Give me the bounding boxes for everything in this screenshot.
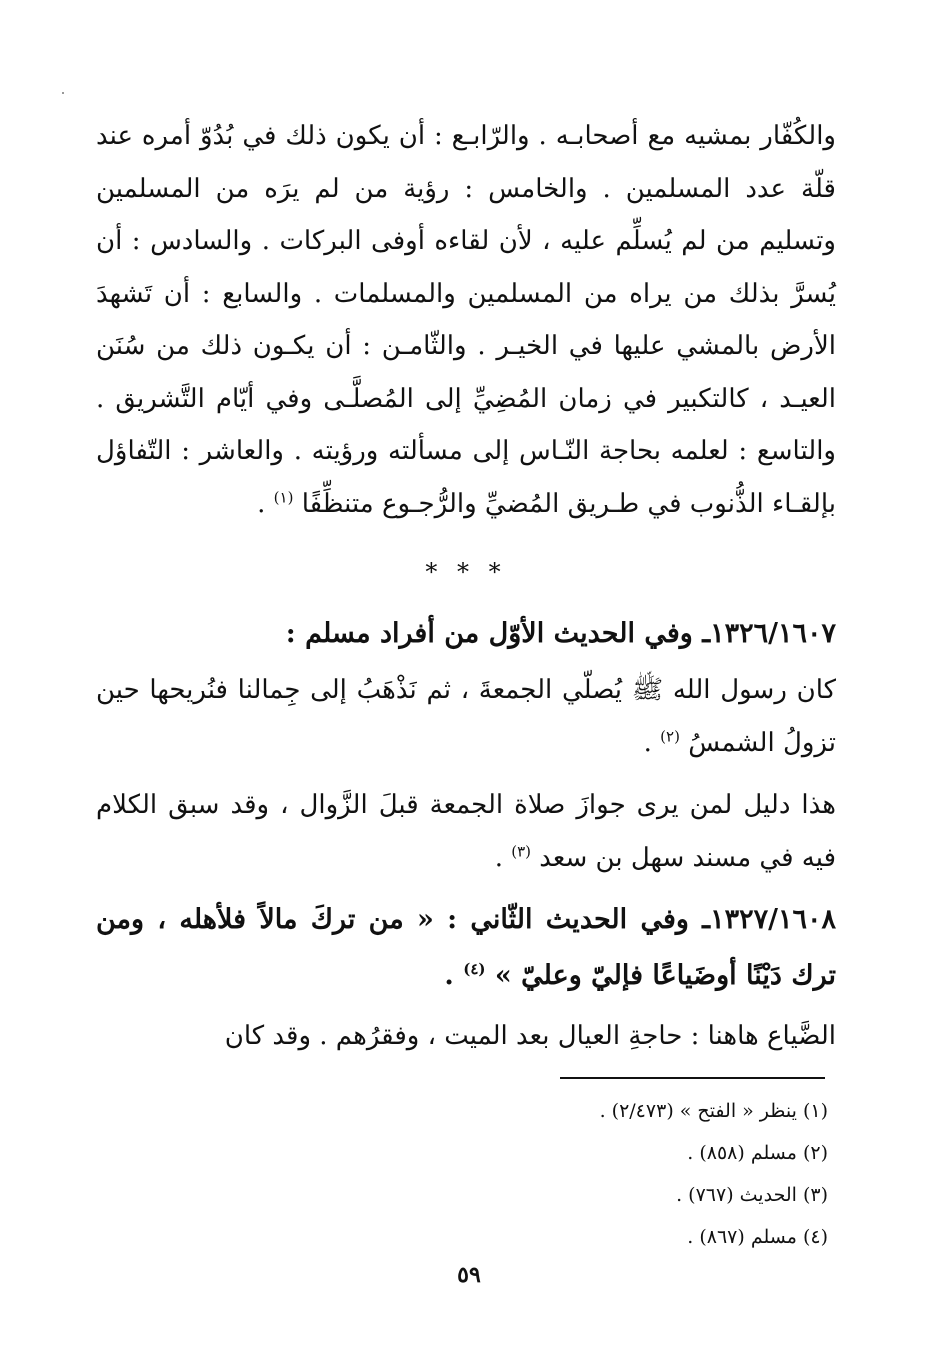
paragraph-text: والكُفّار بمشيه مع أصحابـه . والرّابـع : أن يكون ذلك في بُدُوّ أمره عند قلّة عدد المسلمين . والخامس : رؤية من لم يرَه من المسلمين وتسليم من لم يُسلِّم عليه ، لأن لقاءه أوفى البركات . والسادس : أن يُسرَّ بذلك من يراه من المسلمين والمسلمات . والسابع : أن تَشهدَ الأرض بالمشي عليها في الخيـر . والثّامـن : أن يكـون ذلك من سُنَن العيـد ، كالتكبير في زمان المُضِيِّ إلى المُصلَّـى وفي أيّام التَّشريق . والتاسع : لعلمه بحاجة النّـاس إلى مسألته ورؤيته . والعاشر : التّفاؤل بإلقـاء الذُّنوب في طـريق المُضيِّ والرُّجـوع متنظِّفًا (96, 121, 836, 519)
end-mark: . (643, 727, 652, 758)
footnote-3: (٣) الحديث (٧٦٧) . (676, 1184, 828, 1206)
footnote-2: (٢) مسلم (٨٥٨) . (687, 1142, 828, 1164)
heading-text: ١٣٢٧/١٦٠٨ـ وفي الحديث الثّاني : « من تركَ مالاً فلأهله ، ومن ترك دَيْنًا أوضَياعًا فإليّ وعليّ » (96, 904, 836, 991)
footnote-1: (١) ينظر « الفتح » (٢/٤٧٣) . (599, 1100, 828, 1122)
paragraph-hadith-text (96, 664, 836, 769)
paragraph-benefits (96, 110, 836, 530)
end-mark: . (444, 960, 454, 991)
paragraph-commentary (96, 779, 836, 884)
footnote-ref-3: (٣) (511, 841, 532, 860)
footnote-ref-4: (٤) (463, 960, 486, 978)
paragraph-text: كان رسول الله ﷺ يُصلّي الجمعةَ ، ثم نَذْهَبُ إلى جِمالنا فنُريحها حين تزولُ الشمسُ (96, 675, 836, 758)
page-number: ٥٩ (457, 1262, 481, 1288)
section-separator: * * * (425, 558, 507, 586)
page-body (96, 110, 836, 1063)
end-mark: . (257, 488, 266, 519)
footnote-4: (٤) مسلم (٨٦٧) . (687, 1226, 828, 1248)
paragraph-text: هذا دليل لمن يرى جوازَ صلاة الجمعة قبلَ الزَّوال ، وقد سبق الكلام فيه في مسند سهل بن سعد (96, 790, 836, 873)
footnote-ref-2: (٢) (660, 726, 680, 745)
hadith-heading-1326: ١٣٢٦/١٦٠٧ـ وفي الحديث الأوّل من أفراد مسلم : (285, 618, 836, 649)
hadith-heading-1327 (96, 892, 836, 1004)
footnote-divider (560, 1077, 825, 1079)
end-mark: . (494, 842, 503, 873)
paragraph-explanation: الضَّياع هاهنا : حاجةِ العيال بعد الميت ، وفقرُهم . وقد كان (224, 1021, 836, 1051)
scan-speck (62, 92, 64, 94)
footnotes (400, 1090, 828, 1258)
footnote-ref-1: (١) (273, 487, 294, 506)
